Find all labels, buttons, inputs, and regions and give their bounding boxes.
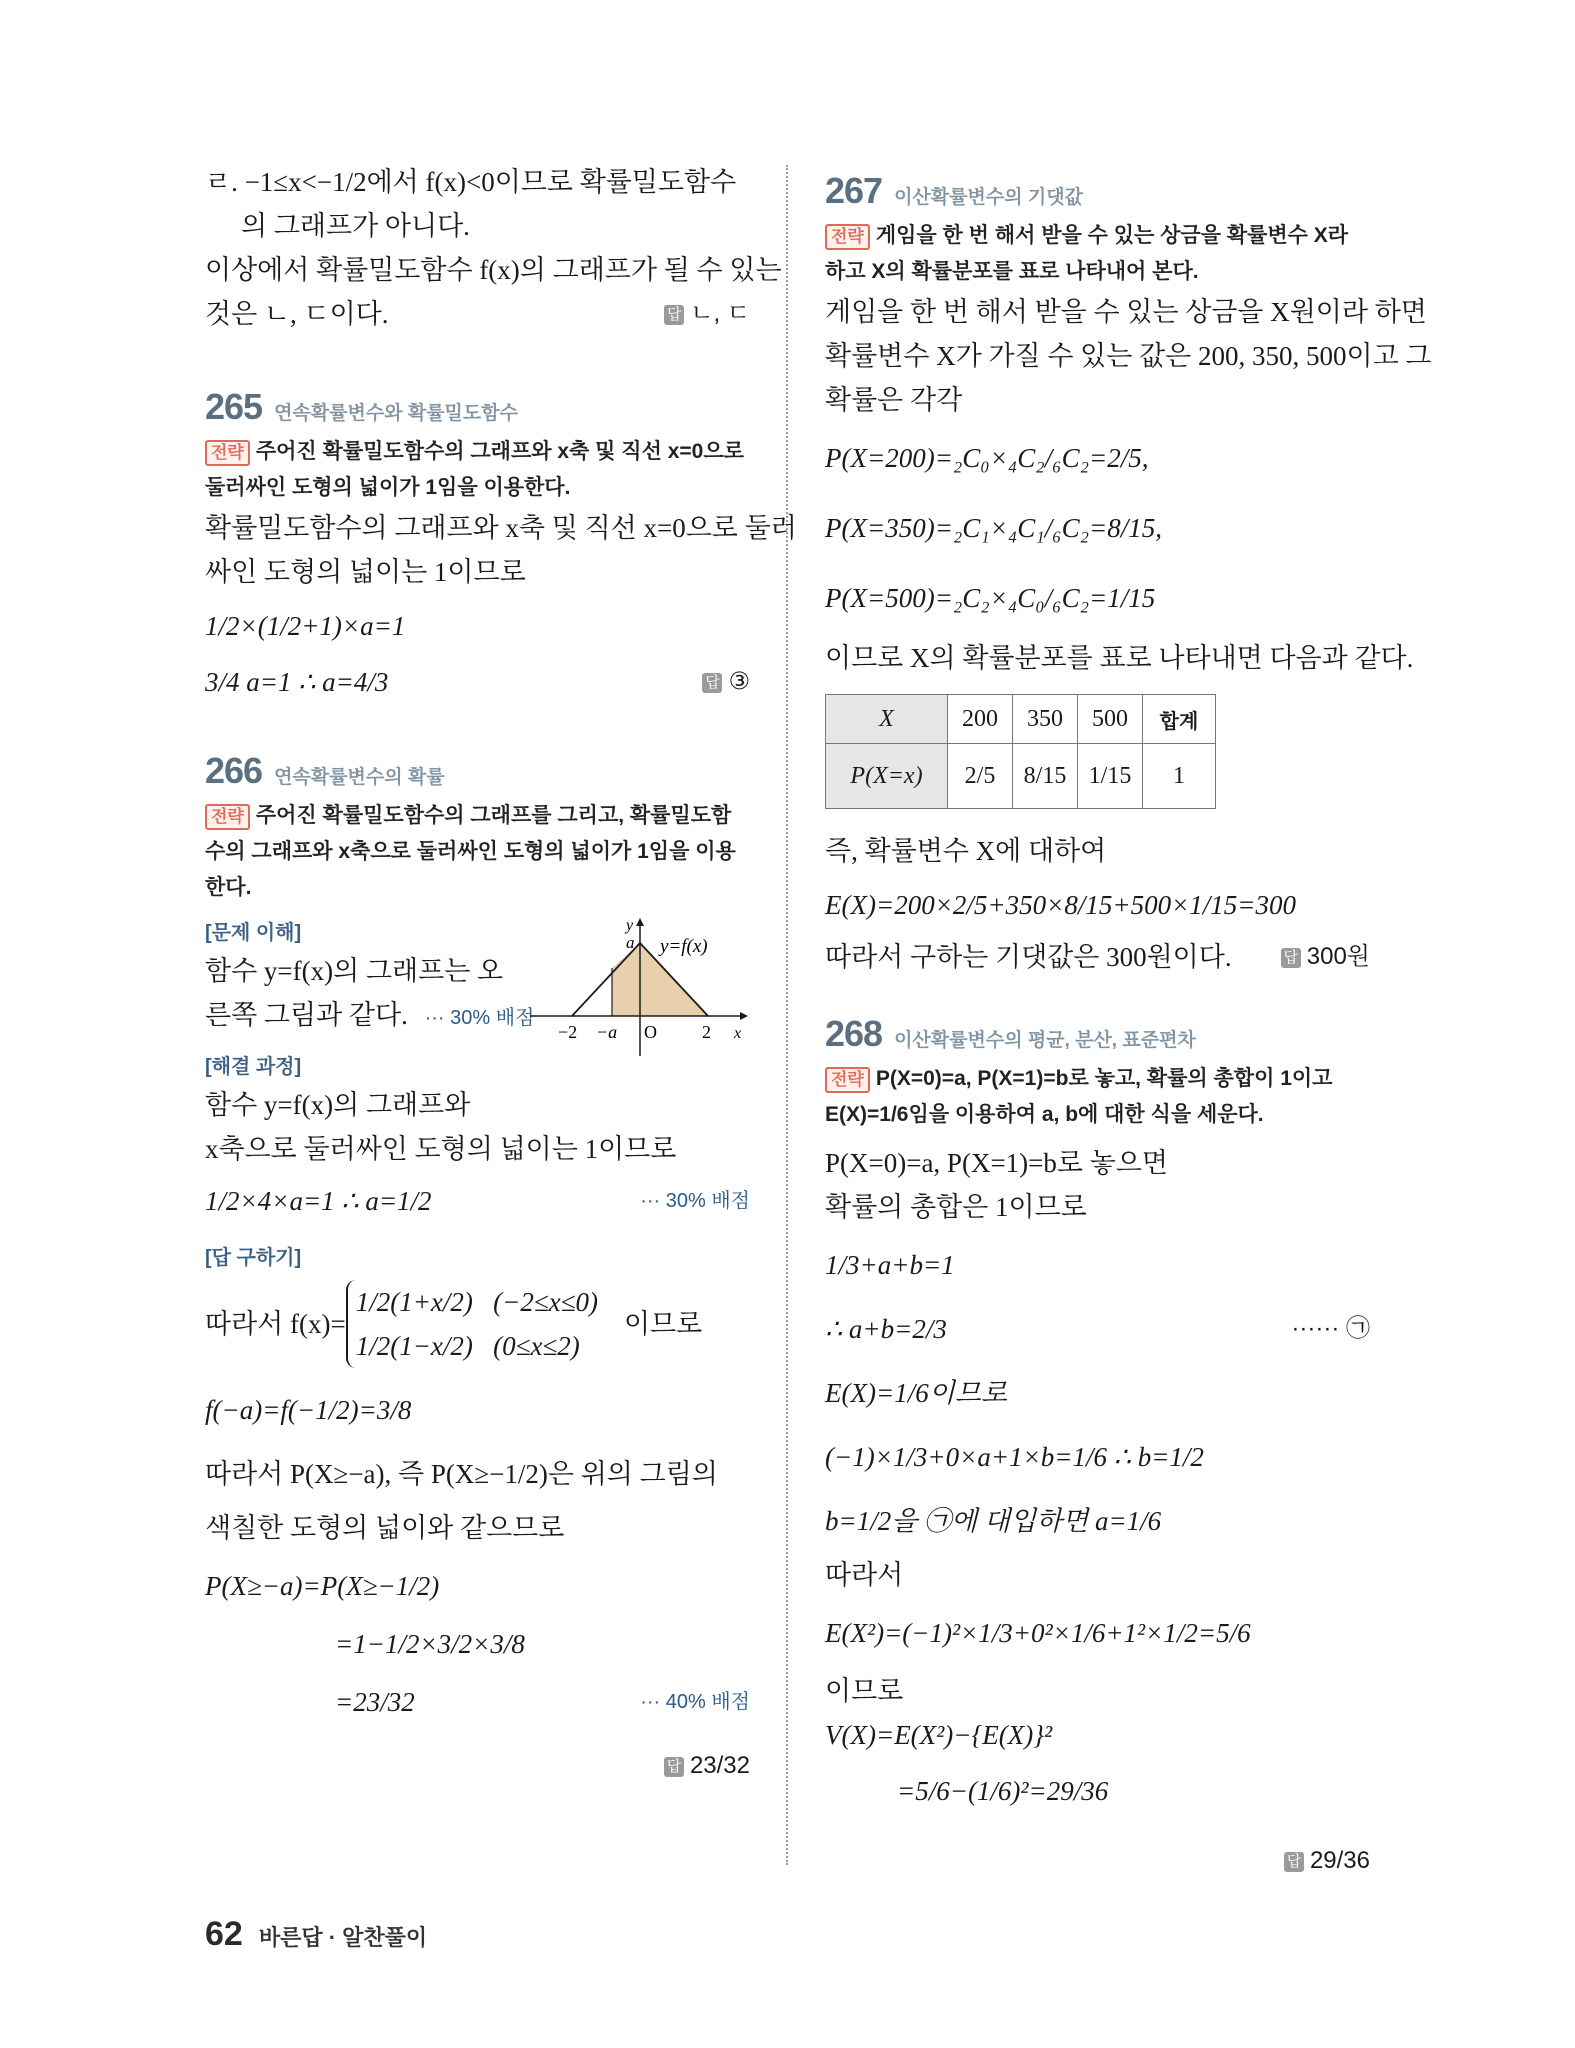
p267-line-4: 이므로 X의 확률분포를 표로 나타내면 다음과 같다. (825, 643, 1414, 673)
table-cell: 200 (948, 695, 1013, 744)
cont-line-1: ㄹ. −1≤x<−1/2에서 f(x)<0이므로 확률밀도함수 (205, 167, 737, 197)
p268-eq-5: b=1/2을 ㉠에 대입하면 a=1/6 (825, 1506, 1162, 1536)
p267-answer-value: 300원 (1306, 943, 1370, 970)
cont-line-4-text: 것은 ㄴ, ㄷ이다. (205, 299, 389, 329)
strategy-tag: 전략 (825, 224, 870, 250)
p266-understanding-block (205, 916, 750, 1127)
p266-sub-answer: [답 구하기] (205, 1247, 302, 1269)
problem-267-title: 이산확률변수의 기댓값 (894, 187, 1083, 208)
strategy-tag: 전략 (205, 440, 250, 466)
p266-eq-1-text: 1/2×4×a=1 ∴ a=1/2 (205, 1186, 432, 1216)
answer-badge: 답 (1281, 948, 1301, 968)
table-header-row (826, 695, 1216, 744)
y-axis-arrow-icon (636, 918, 644, 926)
p267-line-5: 즉, 확률변수 X에 대하여 (825, 836, 1107, 866)
p267-eq-1: P(X=200)=₂C₀×₄C₂/₆C₂=2/5, (825, 443, 1149, 473)
page-footer (205, 1915, 427, 1954)
p266-line-4: x축으로 둘러싸인 도형의 넓이는 1이므로 (205, 1134, 677, 1164)
p266-line-2-text: 른쪽 그림과 같다. (205, 1000, 408, 1030)
p265-answer (702, 660, 750, 704)
p267-eq-2: P(X=350)=₂C₁×₄C₁/₆C₂=8/15, (825, 513, 1162, 543)
p268-answer-value: 29/36 (1309, 1847, 1370, 1874)
p266-sub-understanding: [문제 이해] (205, 922, 302, 944)
problem-265-header (205, 386, 750, 428)
answer-badge: 답 (1284, 1852, 1304, 1872)
p268-mark: ······ ㉠ (1291, 1315, 1370, 1342)
p266-line-5: 따라서 P(X≥−a), 즉 P(X≥−1/2)은 위의 그림의 (205, 1459, 718, 1489)
p266-eq-4: =1−1/2×3/2×3/8 (335, 1629, 525, 1659)
p268-eq-3: E(X)=1/6이므로 (825, 1378, 1007, 1408)
problem-266-strategy-text: 주어진 확률밀도함수의 그래프를 그리고, 확률밀도함수의 그래프와 x축으로 둘러싸인 도형의 넓이가 1임을 이용한다. (205, 804, 736, 899)
p266-line-3: 함수 y=f(x)의 그래프와 (205, 1090, 471, 1120)
answer-badge: 답 (664, 1757, 684, 1777)
column-divider (786, 165, 788, 1865)
answer-badge: 답 (664, 305, 684, 325)
table-cell: 350 (1013, 695, 1078, 744)
strategy-tag: 전략 (825, 1067, 870, 1093)
p266-eq-3: P(X≥−a)=P(X≥−1/2) (205, 1571, 440, 1601)
p265-line-1: 확률밀도함수의 그래프와 x축 및 직선 x=0으로 둘러 (205, 513, 797, 543)
cont-line-3: 이상에서 확률밀도함수 f(x)의 그래프가 될 수 있는 (205, 255, 782, 285)
table-cell: 500 (1078, 695, 1143, 744)
table-cell: 합계 (1143, 695, 1216, 744)
p267-eq-3: P(X=500)=₂C₂×₄C₀/₆C₂=1/15 (825, 583, 1156, 613)
problem-265-number: 265 (205, 386, 263, 427)
p268-answer (1284, 1839, 1370, 1883)
p267-line-6 (825, 935, 1370, 979)
answer-badge: 답 (702, 673, 722, 693)
problem-266-strategy (205, 798, 750, 906)
p266-points-1: ··· 30% 배점 (424, 1007, 535, 1029)
p266-eq-2: f(−a)=f(−1/2)=3/8 (205, 1395, 412, 1425)
p266-eq-5-text: =23/32 (335, 1687, 415, 1717)
p266-answer-value: 23/32 (689, 1752, 750, 1779)
problem-266-header (205, 750, 750, 792)
cont-line-2: 의 그래프가 아니다. (241, 211, 470, 241)
p267-line-6-text: 따라서 구하는 기댓값은 300원이다. (825, 942, 1232, 972)
graph-origin: O (644, 1022, 657, 1042)
graph-a-label: a (626, 933, 635, 952)
p268-eq-2 (825, 1307, 1370, 1351)
p266-answer (664, 1744, 750, 1788)
p266-points-3: ··· 40% 배점 (640, 1691, 750, 1713)
problem-265-title: 연속확률변수와 확률밀도함수 (274, 403, 518, 424)
left-column (205, 160, 797, 1788)
problem-268-strategy-text: P(X=0)=a, P(X=1)=b로 놓고, 확률의 총합이 1이고 E(X)=1/6임을 이용하여 a, b에 대한 식을 세운다. (825, 1067, 1333, 1126)
graph-curve-label: y=f(x) (660, 936, 708, 957)
p266-line-1: 함수 y=f(x)의 그래프는 오 (205, 956, 504, 986)
graph-tick-2: 2 (702, 1022, 711, 1042)
p266-line-6: 색칠한 도형의 넓이와 같으므로 (205, 1513, 565, 1543)
problem-267-header (825, 170, 1370, 212)
p265-eq-2 (205, 660, 750, 704)
p268-eq-6: E(X²)=(−1)²×1/3+0²×1/6+1²×1/2=5/6 (825, 1618, 1251, 1648)
p267-line-2: 확률변수 X가 가질 수 있는 값은 200, 350, 500이고 그 (825, 341, 1432, 371)
p266-graph (530, 916, 750, 1066)
right-column (825, 170, 1432, 1883)
p268-eq-1: 1/3+a+b=1 (825, 1250, 955, 1280)
p268-eq-7: V(X)=E(X²)−{E(X)}² (825, 1720, 1053, 1750)
p266-case-2: 1/2(1−x/2) (0≤x≤2) (355, 1331, 580, 1361)
problem-266-title: 연속확률변수의 확률 (274, 767, 445, 788)
p265-line-2: 싸인 도형의 넓이는 1이므로 (205, 557, 526, 587)
table-cell: 8/15 (1013, 744, 1078, 809)
p268-line-1: P(X=0)=a, P(X=1)=b로 놓으면 (825, 1148, 1168, 1178)
p266-f-lead: 따라서 f(x)= (205, 1309, 346, 1339)
table-cell: 2/5 (948, 744, 1013, 809)
p267-line-3: 확률은 각각 (825, 385, 963, 415)
table-cell: 1/15 (1078, 744, 1143, 809)
p268-eq-2-text: ∴ a+b=2/3 (825, 1314, 947, 1344)
problem-266-number: 266 (205, 750, 263, 791)
p266-brace (346, 1280, 598, 1368)
p266-sub-process: [해결 과정] (205, 1056, 302, 1078)
p268-eq-8: =5/6−(1/6)²=29/36 (897, 1776, 1109, 1806)
problem-268-number: 268 (825, 1013, 883, 1054)
p266-points-2: ··· 30% 배점 (640, 1190, 750, 1212)
graph-y-label: y (626, 917, 634, 934)
problem-267-strategy (825, 218, 1370, 290)
p266-answer-row (205, 1744, 750, 1788)
problem-267-number: 267 (825, 170, 883, 211)
p268-line-3: 따라서 (825, 1560, 904, 1590)
p267-line-1: 게임을 한 번 해서 받을 수 있는 상금을 X원이라 하면 (825, 297, 1427, 327)
p266-piecewise (205, 1274, 750, 1374)
graph-tick-minus2: −2 (558, 1022, 578, 1042)
p268-eq-4: (−1)×1/3+0×a+1×b=1/6 ∴ b=1/2 (825, 1442, 1204, 1472)
p266-case-1: 1/2(1+x/2) (−2≤x≤0) (355, 1287, 598, 1317)
problem-268-strategy (825, 1061, 1370, 1133)
p265-eq-1: 1/2×(1/2+1)×a=1 (205, 611, 406, 641)
problem-265-strategy (205, 434, 750, 506)
p266-eq-5 (205, 1680, 750, 1724)
p265-answer-value: ③ (728, 668, 750, 695)
p268-line-2: 확률의 총합은 1이므로 (825, 1192, 1087, 1222)
table-cell: 1 (1143, 744, 1216, 809)
table-cell: P(X=x) (826, 744, 948, 809)
strategy-tag: 전략 (205, 804, 250, 830)
p266-f-tail: 이므로 (623, 1309, 703, 1339)
cont-line-4 (205, 292, 750, 336)
problem-268-header (825, 1013, 1370, 1055)
graph-tick-minus-a: −a (596, 1022, 618, 1042)
problem-265-strategy-text: 주어진 확률밀도함수의 그래프와 x축 및 직선 x=0으로 둘러싸인 도형의 넓이가 1임을 이용한다. (205, 440, 744, 499)
p267-eq-4: E(X)=200×2/5+350×8/15+500×1/15=300 (825, 890, 1297, 920)
page-number: 62 (205, 1915, 243, 1953)
p267-distribution-table (825, 694, 1216, 809)
cont-answer-value: ㄴ, ㄷ (690, 300, 750, 327)
table-row (826, 744, 1216, 809)
p267-answer (1281, 935, 1370, 979)
graph-x-label: x (734, 1025, 742, 1042)
p268-line-4: 이므로 (825, 1676, 904, 1706)
problem-267-strategy-text: 게임을 한 번 해서 받을 수 있는 상금을 확률변수 X라 하고 X의 확률분포를 표로 나타내어 본다. (825, 224, 1349, 283)
book-title: 바른답 · 알찬풀이 (258, 1925, 428, 1950)
problem-268-title: 이산확률변수의 평균, 분산, 표준편차 (894, 1030, 1196, 1051)
x-axis-arrow-icon (740, 1012, 748, 1020)
p266-eq-1 (205, 1179, 750, 1223)
p265-eq-2-text: 3/4 a=1 ∴ a=4/3 (205, 667, 389, 697)
cont-answer (664, 292, 750, 336)
p268-answer-row (825, 1839, 1370, 1883)
table-cell: X (826, 695, 948, 744)
